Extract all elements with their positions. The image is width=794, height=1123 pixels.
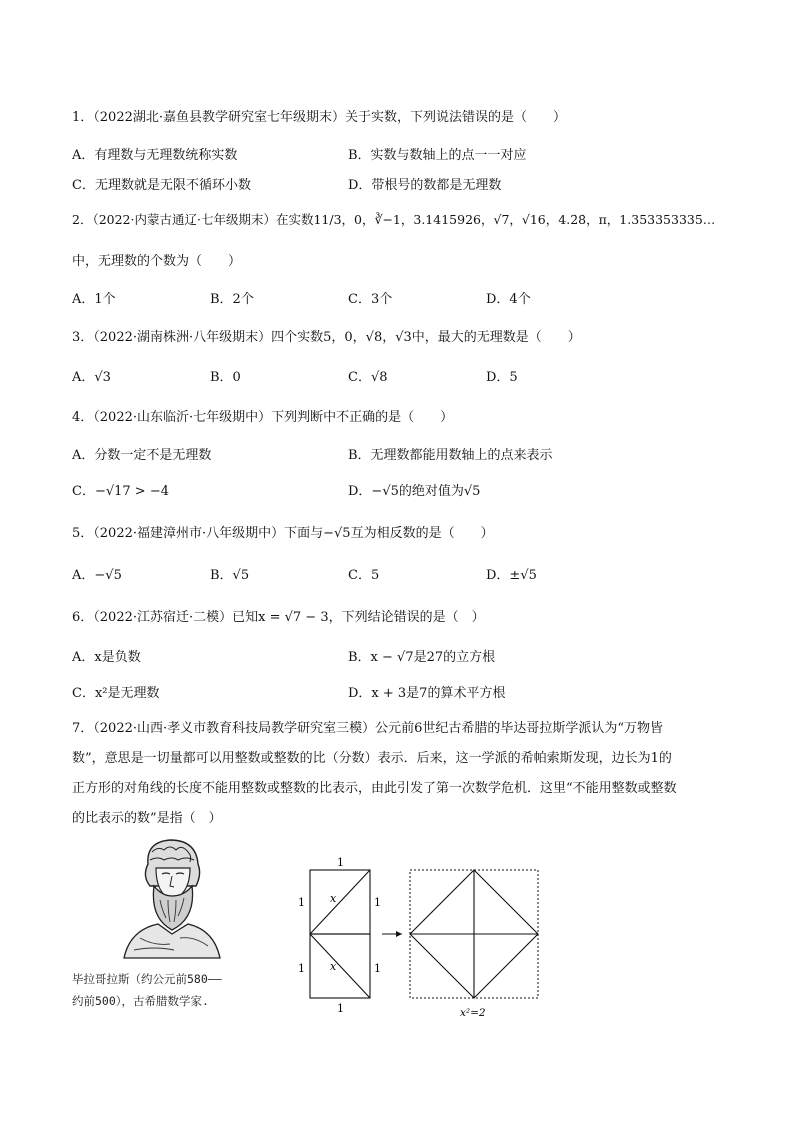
q5-option-d: D．±√5 xyxy=(486,568,537,583)
q6-option-b: B．x − √7是27的立方根 xyxy=(348,650,496,665)
q5-option-a: A．−√5 xyxy=(72,568,122,583)
q7-stem-line: 数”，意思是一切量都可以用整数或整数的比（分数）表示．后来，这一学派的希帕索斯发现，边长为1的 xyxy=(72,751,672,766)
q6-option-d: D．x + 3是7的算术平方根 xyxy=(348,686,506,701)
q5-option-b: B．√5 xyxy=(210,568,250,583)
label-top: 1 xyxy=(337,856,344,869)
portrait-caption xyxy=(72,968,292,1012)
q1-stem: 1．（2022湖北·嘉鱼县教学研究室七年级期末）关于实数，下列说法错误的是（ ） xyxy=(72,110,566,125)
q2-option-c: C．3个 xyxy=(348,292,393,307)
q3-option-a: A．√3 xyxy=(72,370,111,385)
q5-stem: 5．（2022·福建漳州市·八年级期中）下面与−√5互为相反数的是（ ） xyxy=(72,526,494,541)
q5-option-c: C．5 xyxy=(348,568,380,583)
q7-stem-line: 的比表示的数”是指（ ） xyxy=(72,811,222,826)
q7-stem xyxy=(72,714,732,834)
q6-stem: 6．（2022·江苏宿迁·二模）已知x = √7 − 3，下列结论错误的是（ ） xyxy=(72,610,485,625)
q4-stem: 4．（2022·山东临沂·七年级期中）下列判断中不正确的是（ ） xyxy=(72,410,454,425)
label-bottom: 1 xyxy=(337,1002,344,1015)
square-diagonal-figure xyxy=(280,848,550,1028)
arrow-head-icon xyxy=(396,931,402,937)
q1-option-d: D．带根号的数都是无理数 xyxy=(348,178,502,193)
label-diag-upper: x xyxy=(330,892,337,905)
q3-option-b: B．0 xyxy=(210,370,241,385)
label-left-lower: 1 xyxy=(298,962,305,975)
q2-stem-line2: 中，无理数的个数为（ ） xyxy=(72,254,242,269)
q4-option-b: B．无理数都能用数轴上的点来表示 xyxy=(348,448,553,463)
q3-option-d: D．5 xyxy=(486,370,518,385)
q4-option-a: A．分数一定不是无理数 xyxy=(72,448,212,463)
label-right-lower: 1 xyxy=(374,962,381,975)
caption-line: 约前500），古希腊数学家. xyxy=(72,994,209,1008)
label-right-upper: 1 xyxy=(374,896,381,909)
q7-stem-line: 正方形的对角线的长度不能用整数或整数的比表示，由此引发了第一次数学危机．这里“不能用整数或整数 xyxy=(72,781,677,796)
q3-stem: 3．（2022·湖南株洲·八年级期末）四个实数5，0，√8，√3中，最大的无理数是（ ） xyxy=(72,330,581,345)
q6-option-a: A．x是负数 xyxy=(72,650,141,665)
equation-label: x²=2 xyxy=(460,1007,486,1019)
q3-option-c: C．√8 xyxy=(348,370,388,385)
q1-option-b: B．实数与数轴上的点一一对应 xyxy=(348,148,527,163)
upper-diagonal xyxy=(310,870,370,934)
q4-option-d: D．−√5的绝对值为√5 xyxy=(348,484,481,499)
label-diag-lower: x xyxy=(330,960,337,973)
q2-stem-line1: 2．（2022·内蒙古通辽·七年级期末）在实数11/3，0，∛−1，3.1415926，√7，√16，4.2̇8̇，π，1.353353335… xyxy=(72,212,716,227)
q7-stem-line: 7．（2022·山西·孝义市教育科技局教学研究室三模）公元前6世纪古希腊的毕达哥拉斯学派认为“万物皆 xyxy=(72,721,664,736)
q2-option-a: A．1个 xyxy=(72,292,116,307)
q2-option-d: D．4个 xyxy=(486,292,531,307)
caption-line: 毕拉哥拉斯（约公元前580—— xyxy=(72,972,222,986)
q1-option-a: A．有理数与无理数统称实数 xyxy=(72,148,238,163)
q6-option-c: C．x²是无理数 xyxy=(72,686,160,701)
lower-diagonal xyxy=(310,934,370,998)
q1-option-c: C．无理数就是无限不循环小数 xyxy=(72,178,251,193)
q2-option-b: B．2个 xyxy=(210,292,254,307)
label-left-upper: 1 xyxy=(298,896,305,909)
pythagoras-portrait xyxy=(110,834,230,960)
q4-option-c: C．−√17 > −4 xyxy=(72,484,169,499)
